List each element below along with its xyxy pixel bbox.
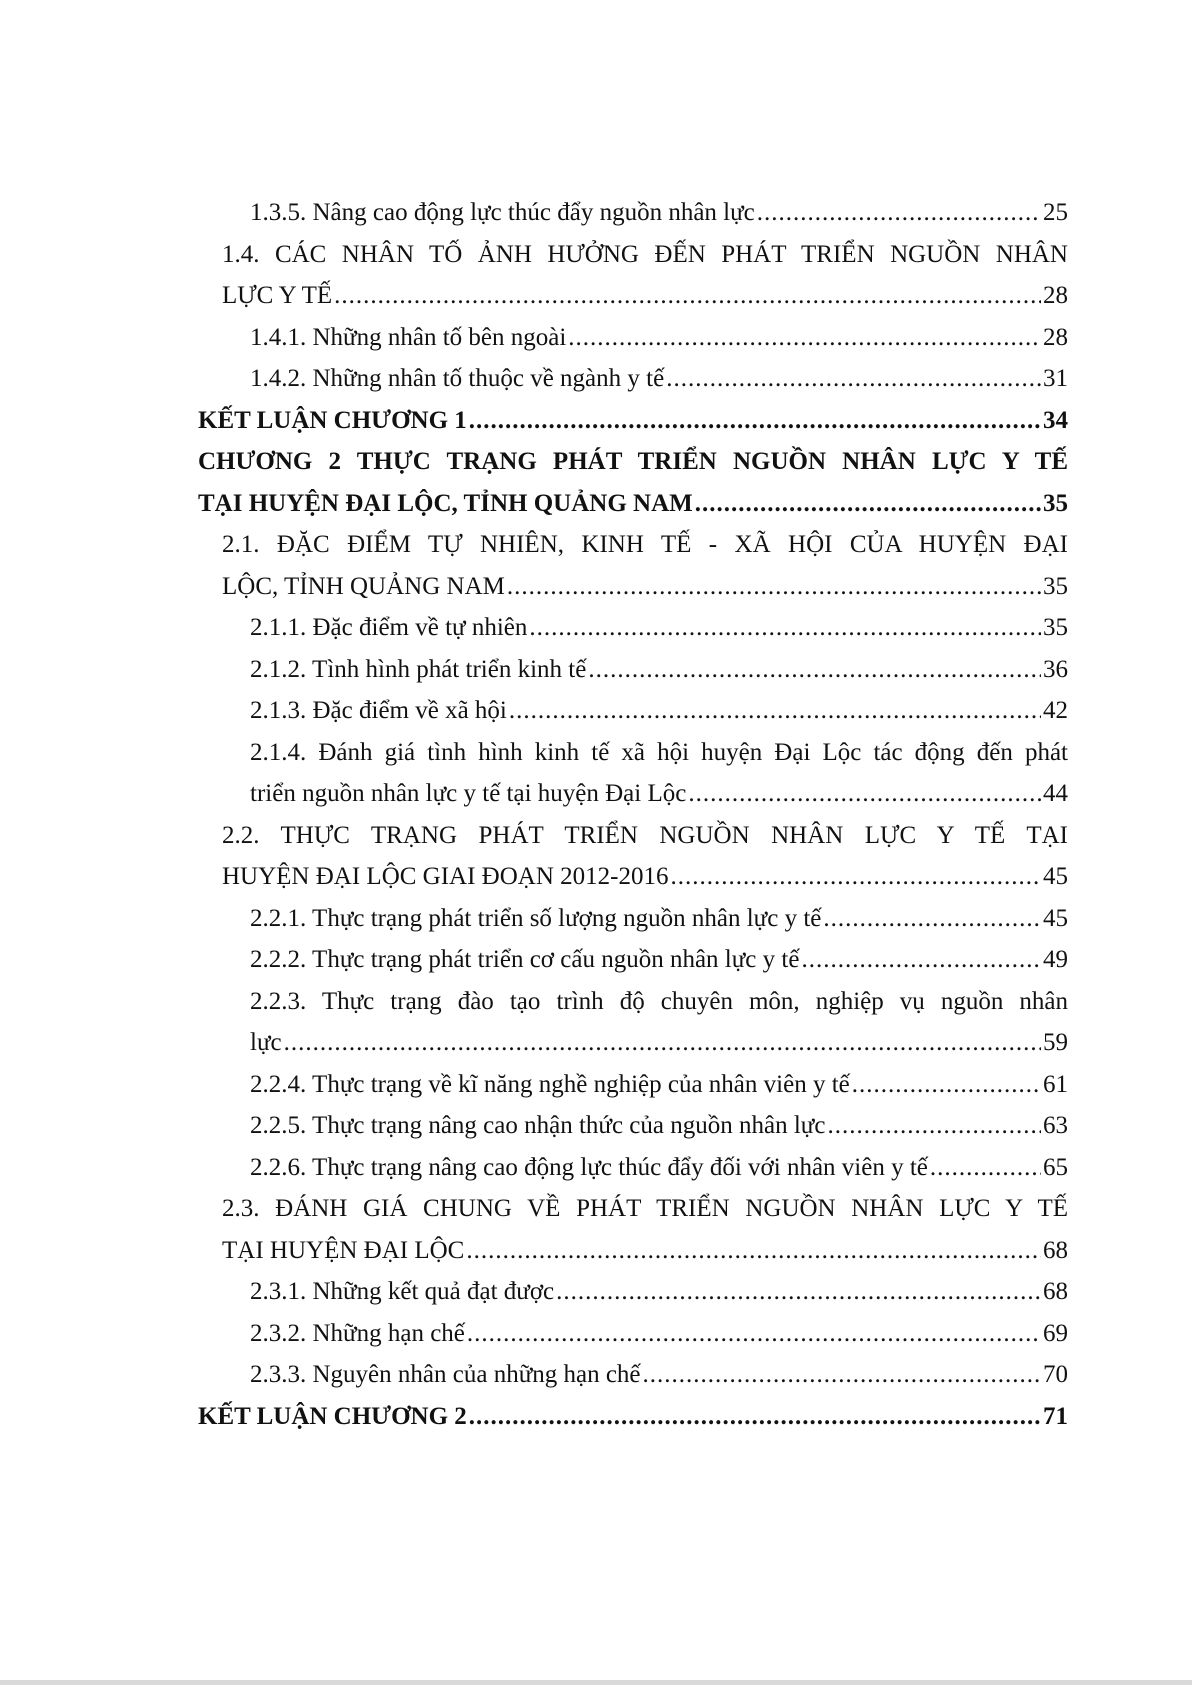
toc-entry[interactable] bbox=[198, 649, 1068, 691]
toc-entry-title-line1: 1.4. CÁC NHÂN TỐ ẢNH HƯỞNG ĐẾN PHÁT TRIỂN NGUỒN NHÂN bbox=[222, 240, 1068, 268]
dot-leader bbox=[467, 1313, 1041, 1355]
toc-entry-title-line1: 2.3. ĐÁNH GIÁ CHUNG VỀ PHÁT TRIỂN NGUỒN NHÂN LỰC Y TẾ bbox=[222, 1195, 1068, 1222]
dot-leader bbox=[466, 1230, 1041, 1272]
dot-leader bbox=[284, 1022, 1041, 1064]
toc-entry-title: 1.3.5. Nâng cao động lực thúc đẩy nguồn nhân lực bbox=[250, 199, 755, 226]
toc-entry-page-number: 36 bbox=[1043, 655, 1068, 683]
dot-leader bbox=[695, 483, 1041, 525]
toc-entry-title-line1: 2.1. ĐẶC ĐIỂM TỰ NHIÊN, KINH TẾ - XÃ HỘI CỦA HUYỆN ĐẠI bbox=[222, 531, 1068, 558]
toc-entry-page-number: 44 bbox=[1043, 780, 1068, 807]
dot-leader bbox=[666, 358, 1041, 400]
toc-entry-title: 2.2.1. Thực trạng phát triển số lượng nguồn nhân lực y tế bbox=[250, 904, 822, 932]
toc-entry-title: lực bbox=[250, 1029, 282, 1056]
toc-entry[interactable] bbox=[198, 815, 1068, 898]
toc-entry-title: 2.3.1. Những kết quả đạt được bbox=[250, 1278, 555, 1305]
dot-leader bbox=[827, 1105, 1041, 1147]
toc-entry[interactable] bbox=[198, 690, 1068, 732]
toc-entry-title: 2.1.1. Đặc điểm về tự nhiên bbox=[250, 614, 528, 641]
dot-leader bbox=[509, 690, 1041, 732]
toc-entry-title-line1: 2.2. THỰC TRẠNG PHÁT TRIỂN NGUỒN NHÂN LỰC Y TẾ TẠI bbox=[222, 821, 1068, 849]
toc-entry-title: 2.2.4. Thực trạng về kĩ năng nghề nghiệp của nhân viên y tế bbox=[250, 1070, 850, 1098]
toc-entry-page-number: 28 bbox=[1043, 282, 1068, 309]
toc-entry-title-line1: 2.2.3. Thực trạng đào tạo trình độ chuyên môn, nghiệp vụ nguồn nhân bbox=[250, 987, 1068, 1015]
toc-entry-title: 2.3.3. Nguyên nhân của những hạn chế bbox=[250, 1361, 641, 1388]
toc-entry[interactable] bbox=[198, 192, 1068, 234]
toc-entry[interactable] bbox=[198, 400, 1068, 442]
toc-entry-page-number: 68 bbox=[1043, 1236, 1068, 1264]
toc-entry[interactable] bbox=[198, 1271, 1068, 1313]
toc-entry[interactable] bbox=[198, 358, 1068, 400]
dot-leader bbox=[670, 856, 1041, 898]
toc-entry-title: 2.1.2. Tình hình phát triển kinh tế bbox=[250, 655, 587, 683]
toc-entry-page-number: 45 bbox=[1043, 863, 1068, 890]
toc-entry-page-number: 35 bbox=[1043, 572, 1068, 600]
toc-entry-title: TẠI HUYỆN ĐẠI LỘC, TỈNH QUẢNG NAM bbox=[198, 489, 693, 517]
toc-entry-page-number: 34 bbox=[1043, 406, 1068, 434]
toc-entry-page-number: 63 bbox=[1043, 1112, 1068, 1139]
dot-leader bbox=[757, 192, 1041, 234]
toc-entry-page-number: 31 bbox=[1043, 365, 1068, 392]
dot-leader bbox=[930, 1147, 1041, 1189]
dot-leader bbox=[568, 317, 1041, 359]
toc-entry-title: triển nguồn nhân lực y tế tại huyện Đại Lộc bbox=[250, 780, 687, 807]
toc-entry[interactable] bbox=[198, 1105, 1068, 1147]
toc-entry-page-number: 68 bbox=[1043, 1278, 1068, 1305]
dot-leader bbox=[801, 939, 1041, 981]
toc-entry-title: 1.4.1. Những nhân tố bên ngoài bbox=[250, 323, 567, 351]
dot-leader bbox=[643, 1354, 1041, 1396]
toc-entry[interactable] bbox=[198, 1313, 1068, 1355]
toc-entry-page-number: 71 bbox=[1043, 1402, 1068, 1430]
toc-entry-title: LỘC, TỈNH QUẢNG NAM bbox=[222, 572, 505, 600]
toc-entry-title: LỰC Y TẾ bbox=[222, 282, 333, 309]
toc-entry-title-line1: 2.1.4. Đánh giá tình hình kinh tế xã hội huyện Đại Lộc tác động đến phát bbox=[250, 738, 1068, 766]
toc-entry[interactable] bbox=[198, 939, 1068, 981]
dot-leader bbox=[588, 649, 1041, 691]
toc-entry-title: 2.1.3. Đặc điểm về xã hội bbox=[250, 697, 507, 724]
toc-entry-page-number: 69 bbox=[1043, 1319, 1068, 1347]
toc-entry[interactable] bbox=[198, 1064, 1068, 1106]
toc-entry[interactable] bbox=[198, 607, 1068, 649]
dot-leader bbox=[507, 566, 1041, 608]
dot-leader bbox=[529, 607, 1041, 649]
toc-entry-title: 2.2.2. Thực trạng phát triển cơ cấu nguồn nhân lực y tế bbox=[250, 946, 800, 973]
toc-entry[interactable] bbox=[198, 1354, 1068, 1396]
toc-entry-title: KẾT LUẬN CHƯƠNG 1 bbox=[198, 406, 467, 434]
toc-entry[interactable] bbox=[198, 898, 1068, 940]
toc-entry-title: 2.2.6. Thực trạng nâng cao động lực thúc đẩy đối với nhân viên y tế bbox=[250, 1153, 928, 1181]
toc-entry-page-number: 28 bbox=[1043, 323, 1068, 351]
dot-leader bbox=[852, 1064, 1041, 1106]
toc-entry-page-number: 65 bbox=[1043, 1153, 1068, 1181]
toc-entry-title: 2.2.5. Thực trạng nâng cao nhận thức của nguồn nhân lực bbox=[250, 1112, 826, 1139]
toc-entry-title: 2.3.2. Những hạn chế bbox=[250, 1319, 465, 1347]
toc-entry[interactable] bbox=[198, 1396, 1068, 1438]
toc-entry-title: 1.4.2. Những nhân tố thuộc về ngành y tế bbox=[250, 365, 665, 392]
toc-entry[interactable] bbox=[198, 234, 1068, 317]
toc-entry[interactable] bbox=[198, 981, 1068, 1064]
toc-entry-title: TẠI HUYỆN ĐẠI LỘC bbox=[222, 1236, 465, 1264]
toc-entry-page-number: 25 bbox=[1043, 199, 1068, 226]
toc-entry-page-number: 42 bbox=[1043, 697, 1068, 724]
toc-entry[interactable] bbox=[198, 317, 1068, 359]
toc-entry[interactable] bbox=[198, 441, 1068, 524]
toc-entry[interactable] bbox=[198, 1147, 1068, 1189]
toc-entry-page-number: 35 bbox=[1043, 614, 1068, 641]
toc-entry[interactable] bbox=[198, 1188, 1068, 1271]
toc-entry-title: HUYỆN ĐẠI LỘC GIAI ĐOẠN 2012-2016 bbox=[222, 863, 669, 890]
page-bottom-edge bbox=[0, 1680, 1192, 1685]
toc-entry[interactable] bbox=[198, 524, 1068, 607]
toc-entry[interactable] bbox=[198, 732, 1068, 815]
toc-entry-title: KẾT LUẬN CHƯƠNG 2 bbox=[198, 1402, 467, 1430]
dot-leader bbox=[469, 1396, 1041, 1438]
toc-entry-page-number: 45 bbox=[1043, 904, 1068, 932]
table-of-contents bbox=[198, 192, 1068, 1437]
dot-leader bbox=[823, 898, 1041, 940]
dot-leader bbox=[334, 275, 1041, 317]
toc-entry-page-number: 35 bbox=[1043, 489, 1068, 517]
toc-entry-page-number: 49 bbox=[1043, 946, 1068, 973]
toc-entry-page-number: 59 bbox=[1043, 1029, 1068, 1056]
dot-leader bbox=[556, 1271, 1041, 1313]
toc-entry-title-line1: CHƯƠNG 2 THỰC TRẠNG PHÁT TRIỂN NGUỒN NHÂN LỰC Y TẾ bbox=[198, 448, 1068, 475]
toc-entry-page-number: 61 bbox=[1043, 1070, 1068, 1098]
dot-leader bbox=[469, 400, 1041, 442]
dot-leader bbox=[688, 773, 1041, 815]
toc-entry-page-number: 70 bbox=[1043, 1361, 1068, 1388]
